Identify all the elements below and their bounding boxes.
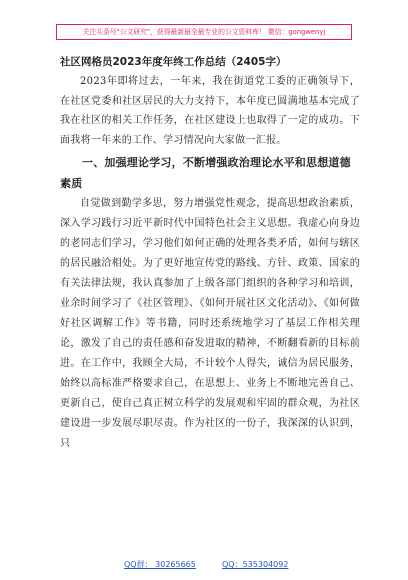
- promo-banner: 关注头条号"公文研究"，获得最新最全最专业的公文资料库！ 微信：gongwenyj: [56, 24, 352, 40]
- section-heading-1: 一、加强理论学习，不断增强政治理论水平和思想道德素质: [60, 156, 351, 190]
- intro-paragraph: 2023年即将过去，一年来，我在街道党工委的正确领导下，在社区党委和社区居民的大力支持下，本年度已圆满地基本完成了我在社区的相关工作任务，在社区建设上也取得了一定的成功。下面我将一年来的工作、学习情况向大家做一汇报。: [60, 76, 360, 146]
- document-title: 社区网格员2023年度年终工作总结（2405字）: [60, 56, 287, 68]
- section-1-paragraph: 自觉做到勤学多思，努力增强党性观念，提高思想政治素质，深入学习践行习近平新时代中国特色社会主义思想。我虚心向身边的老同志们学习，学习他们如何正确的处理各类矛盾，如何与辖区的居民融洽相处。为了更好地宣传党的路线、方针、政策、国家的有关法律法规，我认真参加了上级各部门组织的各种学习和培训，业余时间学习了《社区管理》、《如何开展社区文化活动》、《如何做好社区调解工作》等书籍，同时还系统地学习了基层工作相关理论，激发了自己的责任感和奋发进取的精神，不断翻看新的目标前进。在工作中，我顾全大局，不计较个人得失，诚信为居民服务，始终以高标准严格要求自己，在思想上、业务上不断地完善自己、更新自己，使自己真正树立科学的发展观和牢固的群众观，为社区建设进一步发展尽职尽责。作为社区的一份子，我深深的认识到，只: [60, 198, 360, 449]
- qq-contact-link[interactable]: QQ：535304092: [222, 560, 289, 569]
- qq-group-link[interactable]: QQ群： 30265665: [124, 560, 196, 569]
- contact-footer: [0, 558, 408, 572]
- document-page: [60, 52, 360, 454]
